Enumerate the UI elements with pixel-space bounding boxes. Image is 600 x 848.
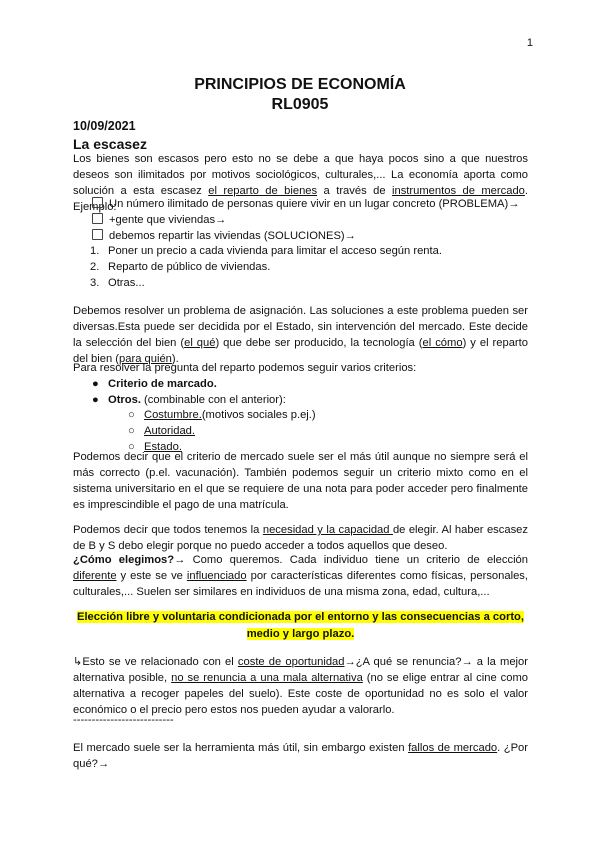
numbered-item: 3. Otras... xyxy=(90,277,145,289)
paragraph-coste-oportunidad: ↳Esto se ve relacionado con el coste de oportunidad→¿A qué se renuncia?→ a la mejor alternativa posible, no se renuncia a una mala alternativa (no se elige entrar al cine como alternativa a recoger papeles del suelo). Este coste de oportunidad no es solo el valor económico o el precio pero estos nos pueden ayudar a valorarlo. xyxy=(73,656,528,716)
paragraph-fallos: El mercado suele ser la herramienta más útil, sin embargo existen fallos de mercado. ¿Por qué?→ xyxy=(73,742,528,770)
subbullet-item: ○ Estado. xyxy=(128,441,182,453)
bullet-item: ● Otros. (combinable con el anterior): xyxy=(92,394,286,406)
bullet-item: ● Criterio de marcado. xyxy=(92,378,217,390)
subbullet-item: ○ Costumbre.(motivos sociales p.ej.) xyxy=(128,409,316,421)
paragraph-como-elegimos: ¿Cómo elegimos?→ Como queremos. Cada individuo tiene un criterio de elección diferente y este se ve influenciado por características diferentes como físicas, personales, culturales,... Suelen ser similares en individuos de una misma zona, edad, cultura,... xyxy=(73,554,529,598)
paragraph-mercado: Podemos decir que el criterio de mercado suele ser el más útil aunque no siempre será el más correcto (p.el. vacunación). También podemos seguir un criterio mixto como en el sistema universitario en el que se requiere de una nota para poder acceder pero finalmente es imprescindible el pago de una matrícula. xyxy=(73,451,528,511)
numbered-item: 2. Reparto de público de viviendas. xyxy=(90,261,271,273)
highlighted-definition: Elección libre y voluntaria condicionada por el entorno y las consecuencias a corto, medio y largo plazo. xyxy=(76,611,524,640)
page-number: 1 xyxy=(526,37,533,49)
separator-line: --------------------------- xyxy=(73,714,174,726)
numbered-item: 1. Poner un precio a cada vivienda para limitar el acceso según renta. xyxy=(90,245,442,257)
paragraph-intro: Los bienes son escasos pero esto no se debe a que haya pocos sino a que nuestros deseos son ilimitados por motivos sociológicos, culturales,... La economía aporta como solución a esta escasez el reparto de bienes a través de instrumentos de mercado. Ejemplo: xyxy=(73,153,529,213)
paragraph-necesidad: Podemos decir que todos tenemos la necesidad y la capacidad de elegir. Al haber escasez de B y S debo elegir porque no puedo acceder a todos aquellos que deseo. xyxy=(73,524,528,552)
checklist-item: Un número ilimitado de personas quiere vivir en un lugar concreto (PROBLEMA)→ xyxy=(92,196,519,212)
paragraph-asignacion: Debemos resolver un problema de asignación. Las soluciones a este problema pueden ser diversas.Esta puede ser decidida por el Estado, sin intervención del mercado. Este decide la selección del bien (el qué) que debe ser producido, la tecnología (el cómo) y el reparto del bien (para quién). xyxy=(73,305,528,365)
checkbox-icon[interactable] xyxy=(92,197,103,208)
date-heading: 10/09/2021 xyxy=(73,119,136,133)
checkbox-icon[interactable] xyxy=(92,213,103,224)
subbullet-item: ○ Autoridad. xyxy=(128,425,195,437)
checklist-item: +gente que viviendas→ xyxy=(92,212,226,228)
document-title: PRINCIPIOS DE ECONOMÍA xyxy=(194,76,406,93)
paragraph-criterios: Para resolver la pregunta del reparto podemos seguir varios criterios: xyxy=(73,362,417,374)
checklist-item: debemos repartir las viviendas (SOLUCIONES)→ xyxy=(92,228,356,244)
checkbox-icon[interactable] xyxy=(92,229,103,240)
section-heading: La escasez xyxy=(73,136,147,152)
course-code: RL0905 xyxy=(271,96,329,113)
